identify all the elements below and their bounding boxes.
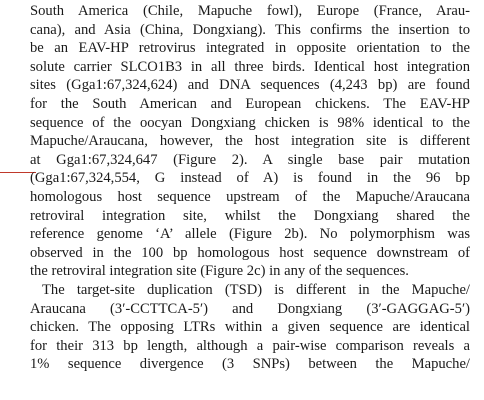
text-line xyxy=(30,114,470,133)
text-line xyxy=(30,318,470,337)
text-line xyxy=(30,95,470,114)
text-segment: 1% sequence divergence (3 SNPs) between the Mapuche/ xyxy=(30,356,470,373)
text-line xyxy=(30,58,470,77)
text-segment: in all three birds. Identical host integration xyxy=(182,58,471,75)
text-segment: :67,324,554, G instead of A) is found in the 96 bp xyxy=(66,170,470,187)
text-segment: :67,324,647 (Figure 2). A single base pair mutation xyxy=(87,151,470,168)
italic-term: Gga1 xyxy=(71,77,103,94)
text-line xyxy=(30,76,470,95)
italic-term: Gga1 xyxy=(56,151,88,168)
text-line xyxy=(30,39,470,58)
text-segment: sites ( xyxy=(30,77,72,94)
italic-term: SLCO1B3 xyxy=(120,58,183,75)
text-line xyxy=(30,244,470,263)
text-segment: at xyxy=(30,151,57,168)
text-line xyxy=(30,169,470,188)
text-segment: retroviral integration site, whilst the Dongxiang shared the xyxy=(30,207,470,224)
text-segment: Araucana (3′-CCTTCA-5′) and Dongxiang (3′-GAGGAG-5′) xyxy=(30,300,470,317)
text-line xyxy=(30,151,470,170)
text-segment: ( xyxy=(30,170,35,187)
text-segment: observed in the 100 bp homologous host sequence downstream of xyxy=(30,244,470,261)
text-line xyxy=(30,281,470,300)
text-line xyxy=(30,262,470,281)
text-segment: the retroviral integration site (Figure 2c) in any of the sequences. xyxy=(30,263,409,280)
text-line xyxy=(30,2,470,21)
text-line xyxy=(30,207,470,226)
text-segment: sequence of the oocyan Dongxiang chicken is 98% identical to the xyxy=(30,114,470,131)
text-segment: for their 313 bp length, although a pair-wise comparison reveals a xyxy=(30,337,470,354)
text-segment: for the South American and European chickens. The EAV-HP xyxy=(30,95,470,112)
text-line xyxy=(30,188,470,207)
text-segment: reference genome ‘A’ allele (Figure 2b). No polymorphism was xyxy=(30,226,470,243)
text-segment: solute carrier xyxy=(30,58,121,75)
text-line xyxy=(30,355,470,374)
text-segment: homologous host sequence upstream of the Mapuche/Araucana xyxy=(30,188,470,205)
text-line xyxy=(30,132,470,151)
text-line xyxy=(30,225,470,244)
text-segment: South America (Chile, Mapuche fowl), Europe (France, Arau- xyxy=(30,3,470,19)
text-line xyxy=(30,300,470,319)
text-line xyxy=(30,21,470,40)
text-segment: cana), and Asia (China, Dongxiang). This confirms the insertion to xyxy=(30,21,470,38)
text-segment: be an EAV-HP retrovirus integrated in opposite orientation to the xyxy=(30,40,470,57)
body-text-column xyxy=(30,2,470,374)
text-segment: Mapuche/Araucana, however, the host integration site is different xyxy=(30,133,470,150)
text-segment: The target-site duplication (TSD) is different in the Mapuche/ xyxy=(42,281,470,298)
text-segment: chicken. The opposing LTRs within a given sequence are identical xyxy=(30,319,470,336)
text-segment: :67,324,624) and DNA sequences (4,243 bp) are found xyxy=(102,77,470,94)
text-line xyxy=(30,337,470,356)
italic-term: Gga1 xyxy=(34,170,67,187)
